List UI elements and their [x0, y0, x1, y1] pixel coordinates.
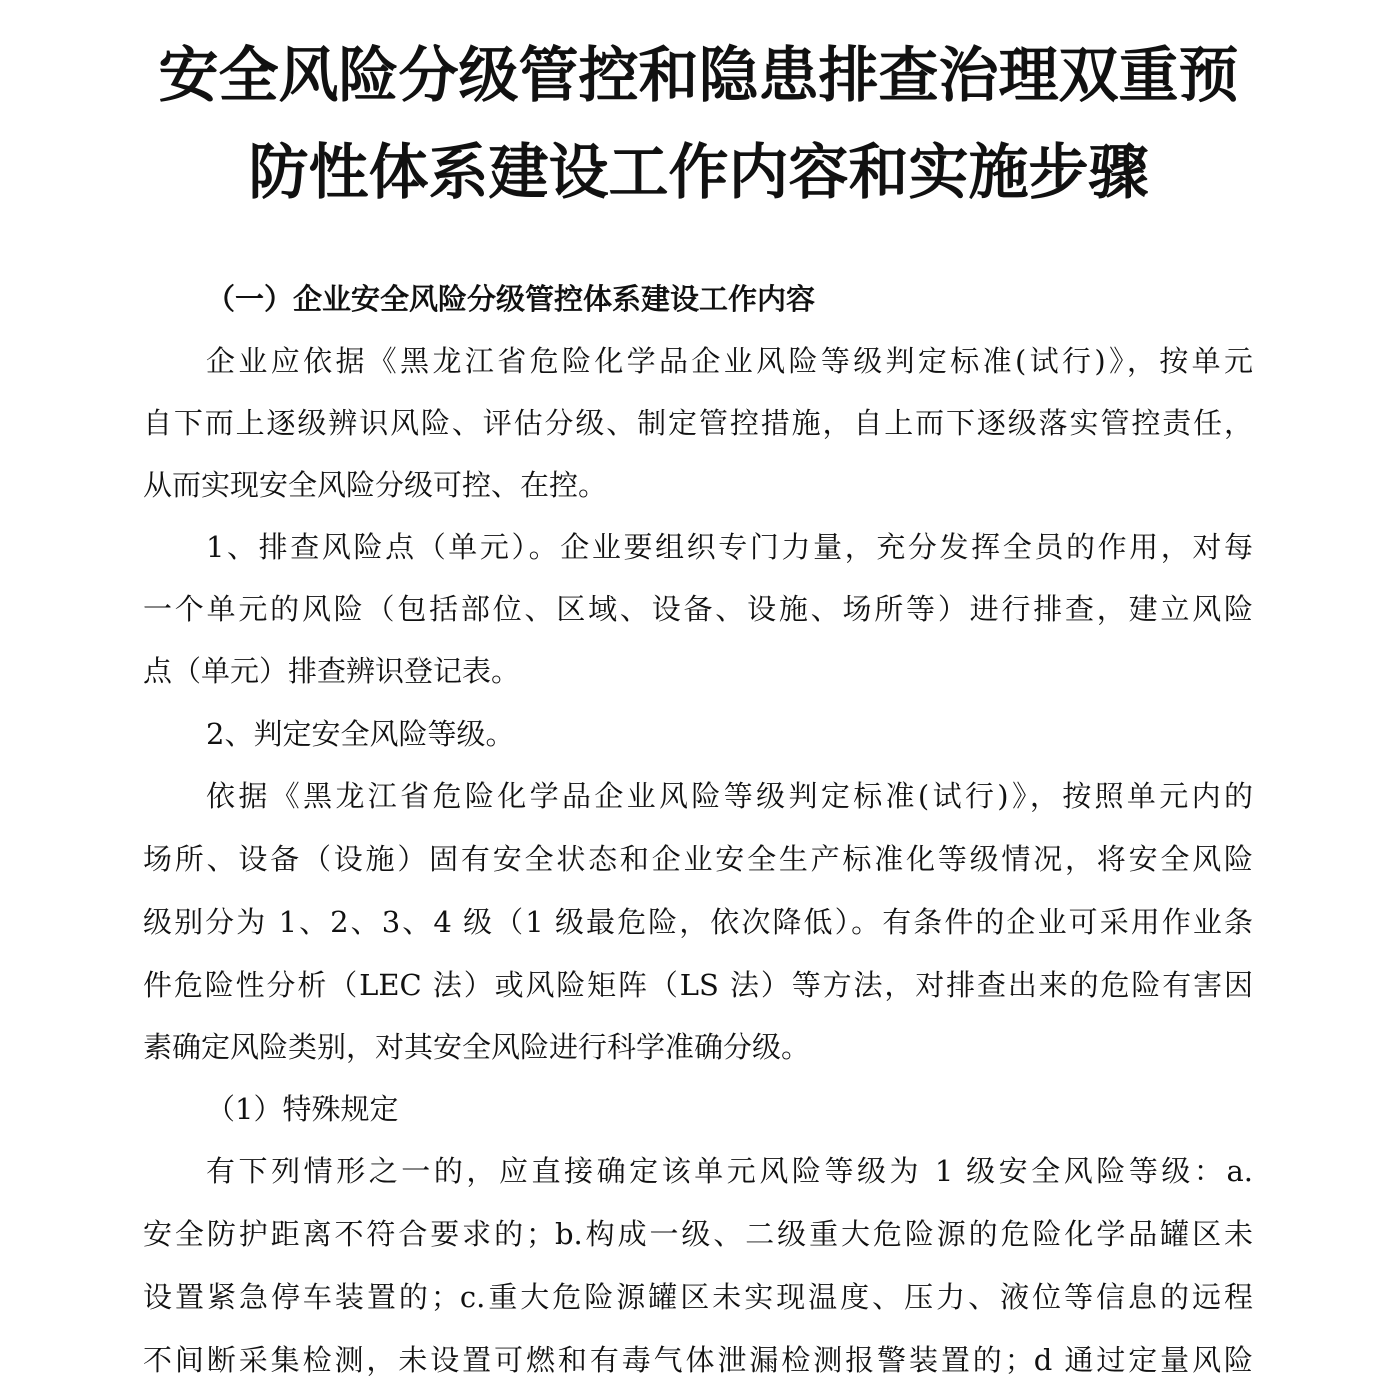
document-title-line-1: 安全风险分级管控和隐患排查治理双重预	[158, 41, 1239, 111]
paragraph-line: 件危险性分析（LEC 法）或风险矩阵（LS 法）等方法，对排查出来的危险有害因	[143, 968, 1253, 1002]
paragraph-line: 有下列情形之一的，应直接确定该单元风险等级为 1 级安全风险等级：a.	[206, 1154, 1253, 1188]
paragraph-line: 企业应依据《黑龙江省危险化学品企业风险等级判定标准(试行)》，按单元	[206, 344, 1253, 378]
document-title-line-2: 防性体系建设工作内容和实施步骤	[248, 138, 1149, 208]
paragraph-line: 一个单元的风险（包括部位、区域、设备、设施、场所等）进行排查，建立风险	[143, 592, 1253, 626]
paragraph-line: 自下而上逐级辨识风险、评估分级、制定管控措施，自上而下逐级落实管控责任，	[143, 406, 1253, 440]
paragraph-line: 场所、设备（设施）固有安全状态和企业安全生产标准化等级情况，将安全风险	[143, 842, 1253, 876]
paragraph-line: 安全防护距离不符合要求的；b.构成一级、二级重大危险源的危险化学品罐区未	[143, 1217, 1253, 1251]
paragraph-line: 不间断采集检测，未设置可燃和有毒气体泄漏检测报警装置的；d 通过定量风险	[143, 1343, 1253, 1377]
paragraph-line: 从而实现安全风险分级可控、在控。	[143, 468, 608, 502]
paragraph-line: 素确定风险类别，对其安全风险进行科学准确分级。	[143, 1030, 811, 1064]
paragraph-line: 级别分为 1、2、3、4 级（1 级最危险，依次降低）。有条件的企业可采用作业条	[143, 905, 1253, 939]
section-heading: （一）企业安全风险分级管控体系建设工作内容	[206, 282, 816, 316]
paragraph-line: 设置紧急停车装置的；c.重大危险源罐区未实现温度、压力、液位等信息的远程	[143, 1280, 1253, 1314]
numbered-item: 2、判定安全风险等级。	[206, 717, 515, 751]
paragraph-line: 点（单元）排查辨识登记表。	[143, 654, 521, 688]
subsection-heading: （1）特殊规定	[206, 1092, 399, 1126]
paragraph-line: 1、排查风险点（单元）。企业要组织专门力量，充分发挥全员的作用，对每	[206, 530, 1253, 564]
paragraph-line: 依据《黑龙江省危险化学品企业风险等级判定标准(试行)》，按照单元内的	[206, 779, 1253, 813]
